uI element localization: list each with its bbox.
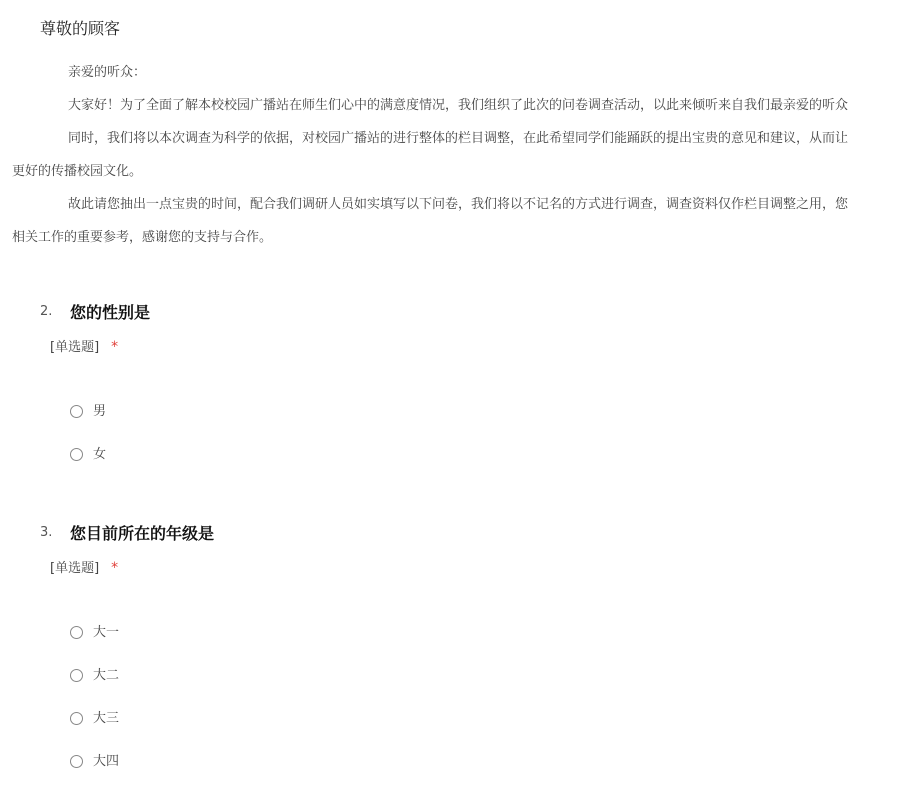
question-title: 您目前所在的年级是 xyxy=(70,524,215,543)
required-mark: * xyxy=(111,560,119,576)
option-label: 大四 xyxy=(93,754,120,769)
radio-button[interactable] xyxy=(70,405,83,418)
question-type-label xyxy=(50,336,118,355)
intro-greeting: 亲爱的听众： xyxy=(68,65,147,80)
intro-paragraph-3-line-1: 故此请您抽出一点宝贵的时间，配合我们调研人员如实填写以下问卷，我们将以不记名的方式进行调查，调查资料仅作栏目调整之用，您 xyxy=(68,197,849,212)
radio-button[interactable] xyxy=(70,755,83,768)
survey-intro xyxy=(12,56,900,254)
question-title: 您的性别是 xyxy=(70,303,151,322)
question-header xyxy=(40,300,860,324)
intro-paragraph-2-line-2: 更好的传播校园文化。 xyxy=(12,164,143,179)
option-label: 大三 xyxy=(93,711,120,726)
question-type-label xyxy=(50,557,118,576)
option-list xyxy=(70,404,106,490)
radio-button[interactable] xyxy=(70,448,83,461)
question-type: [单选题] xyxy=(50,340,100,355)
option-senior[interactable] xyxy=(70,754,119,797)
question-header xyxy=(40,521,860,545)
intro-paragraph-1: 大家好！为了全面了解本校校园广播站在师生们心中的满意度情况，我们组织了此次的问卷调查活动，以此来倾听来自我们最亲爱的听众 xyxy=(68,98,849,113)
radio-button[interactable] xyxy=(70,669,83,682)
option-female[interactable] xyxy=(70,447,106,490)
question-number: 3. xyxy=(40,525,53,540)
question-grade xyxy=(40,521,860,769)
option-male[interactable] xyxy=(70,404,106,447)
option-sophomore[interactable] xyxy=(70,668,119,711)
radio-button[interactable] xyxy=(70,712,83,725)
survey-heading: 尊敬的顾客 xyxy=(40,19,121,38)
radio-button[interactable] xyxy=(70,626,83,639)
required-mark: * xyxy=(111,339,119,355)
option-label: 大二 xyxy=(93,668,120,683)
option-freshman[interactable] xyxy=(70,625,119,668)
intro-paragraph-3-line-2: 相关工作的重要参考，感谢您的支持与合作。 xyxy=(12,230,273,245)
option-list xyxy=(70,625,119,797)
option-label: 男 xyxy=(93,404,107,419)
option-label: 大一 xyxy=(93,625,120,640)
option-label: 女 xyxy=(93,447,107,462)
question-type: [单选题] xyxy=(50,561,100,576)
question-number: 2. xyxy=(40,304,53,319)
option-junior[interactable] xyxy=(70,711,119,754)
intro-paragraph-2 xyxy=(12,122,900,188)
intro-paragraph-2-line-1: 同时，我们将以本次调查为科学的依据，对校园广播站的进行整体的栏目调整，在此希望同学们能踊跃的提出宝贵的意见和建议，从而让 xyxy=(68,131,849,146)
question-gender xyxy=(40,300,860,462)
intro-paragraph-3 xyxy=(12,188,900,254)
